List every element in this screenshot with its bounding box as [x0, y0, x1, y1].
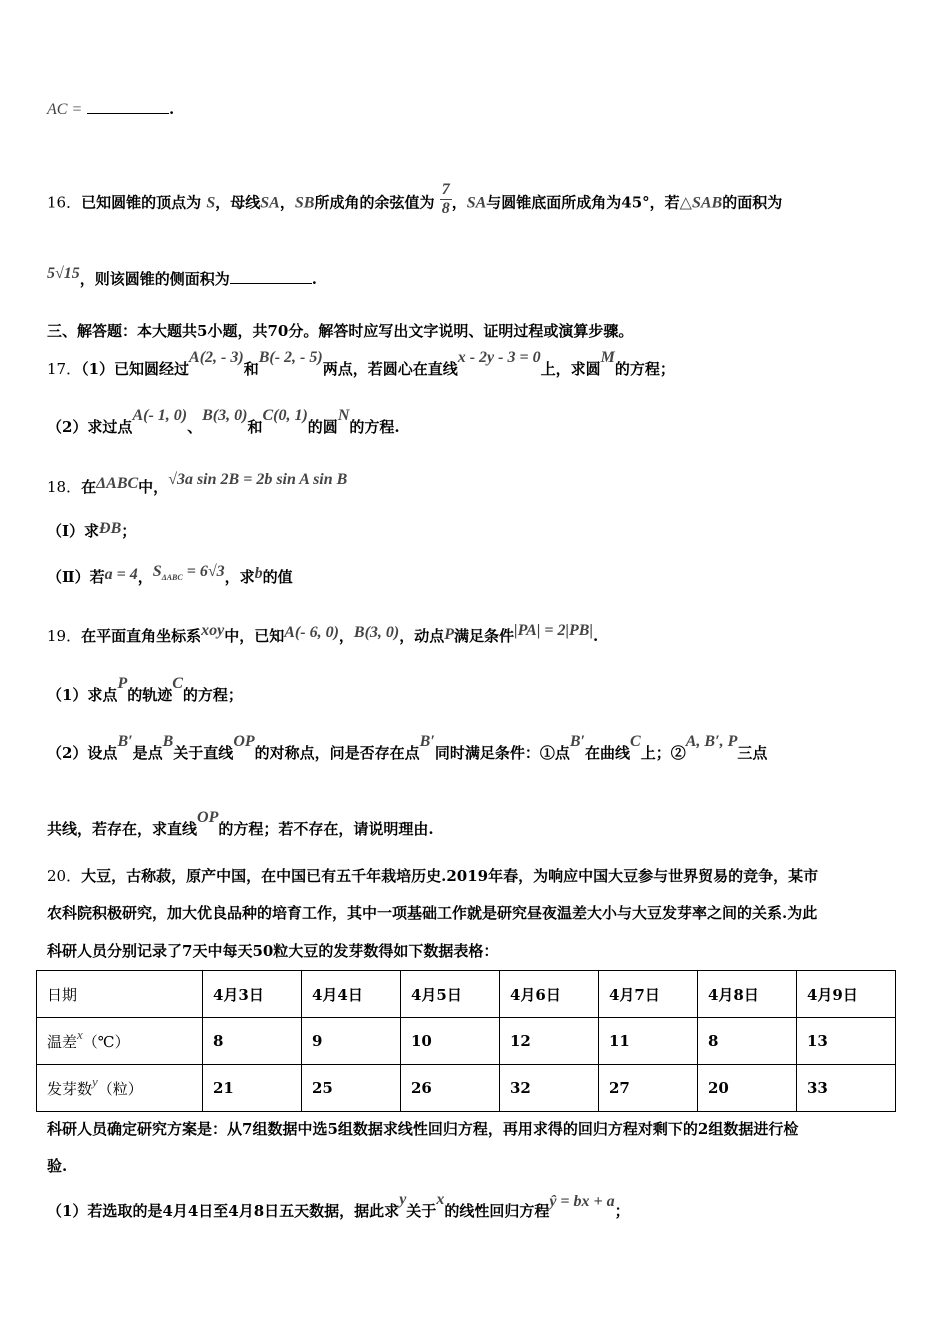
table-header-cell: 4月8日	[698, 971, 797, 1018]
table-header-cell: 4月7日	[599, 971, 698, 1018]
table-cell: 21	[203, 1065, 302, 1112]
q16-line1: 16．已知圆锥的顶点为 S，母线SA，SB所成角的余弦值为 $\frac{7}{8}$ ，SA与圆锥底面所成角为45°，若△SAB的面积为	[47, 181, 783, 217]
table-header-cell: 4月6日	[500, 971, 599, 1018]
table-header-cell: 4月9日	[797, 971, 896, 1018]
table-cell: 8	[203, 1018, 302, 1065]
q18-stem: 18．在ΔABC中，√3a sin 2B = 2b sin A sin B	[47, 471, 348, 496]
table-cell: 9	[302, 1018, 401, 1065]
table-row	[37, 1065, 896, 1112]
q20-after2: 验.	[47, 1157, 68, 1175]
q19-part1: （1）求点P的轨迹C的方程；	[47, 675, 243, 704]
q20-line3: 科研人员分别记录了7天中每天50粒大豆的发芽数得如下数据表格：	[47, 942, 499, 960]
section-3-heading: 三、解答题：本大题共5小题，共70分。解答时应写出文字说明、证明过程或演算步骤。	[47, 322, 634, 340]
q16-line2: 5√15，则该圆锥的侧面积为 .	[47, 265, 318, 288]
q15-blank	[87, 112, 169, 114]
table-cell: 13	[797, 1018, 896, 1065]
table-header-cell: 4月5日	[401, 971, 500, 1018]
q16-fraction: $\frac{7}{8}$	[441, 181, 450, 217]
table-cell: 25	[302, 1065, 401, 1112]
table-cell: 11	[599, 1018, 698, 1065]
q17-part2: （2）求过点A(- 1, 0)、B(3, 0)和C(0, 1)的圆N的方程.	[47, 407, 400, 436]
table-cell: 20	[698, 1065, 797, 1112]
table-header-cell: 4月3日	[203, 971, 302, 1018]
table-row	[37, 971, 896, 1018]
q18-part1: （Ⅰ）求ÐB；	[47, 520, 137, 540]
q15-tail: AC = .	[47, 100, 175, 118]
table-cell: 8	[698, 1018, 797, 1065]
table-row-label: 发芽数y（粒）	[37, 1065, 203, 1112]
q20-line2: 农科院积极研究，加大优良品种的培育工作，其中一项基础工作就是研究昼夜温差大小与大豆发芽率之间的关系.为此	[47, 904, 818, 922]
table-header-label: 日期	[37, 971, 203, 1018]
table-header-cell: 4月4日	[302, 971, 401, 1018]
q20-line1: 20．大豆，古称菽，原产中国，在中国已有五千年栽培历史.2019年春，为响应中国大豆参与世界贸易的竞争，某市	[47, 867, 819, 885]
q20-after1: 科研人员确定研究方案是：从7组数据中选5组数据求线性回归方程，再用求得的回归方程对剩下的2组数据进行检	[47, 1120, 799, 1138]
table-cell: 10	[401, 1018, 500, 1065]
table-row-label: 温差x（℃）	[37, 1018, 203, 1065]
q19-part2-cont: 共线，若存在，求直线OP的方程；若不存在，请说明理由.	[47, 809, 434, 838]
q15-expr: AC =	[47, 101, 83, 118]
q18-part2: （Ⅱ）若a = 4，$S_{\Delta ABC} = 6√3$，求b的值	[47, 563, 293, 586]
table-cell: 33	[797, 1065, 896, 1112]
q20-part1: （1）若选取的是4月4日至4月8日五天数据，据此求y关于x的线性回归方程ŷ = bx + a；	[47, 1191, 630, 1220]
table-cell: 32	[500, 1065, 599, 1112]
table-row	[37, 1018, 896, 1065]
q19-part2: （2）设点B′是点B关于直线OP的对称点，问是否存在点B′同时满足条件：①点B′在曲线C上；②A, B′, P三点	[47, 733, 768, 762]
table-cell: 12	[500, 1018, 599, 1065]
table-cell: 27	[599, 1065, 698, 1112]
data-table	[36, 970, 896, 1112]
table-cell: 26	[401, 1065, 500, 1112]
q17-part1: 17．（1）已知圆经过A(2, - 3)和B(- 2, - 5)两点，若圆心在直线x - 2y - 3 = 0上，求圆M的方程；	[47, 349, 675, 378]
q19-stem: 19．在平面直角坐标系xoy中，已知A(- 6, 0)，B(3, 0)，动点P满足条件|PA| = 2|PB|.	[47, 622, 599, 645]
